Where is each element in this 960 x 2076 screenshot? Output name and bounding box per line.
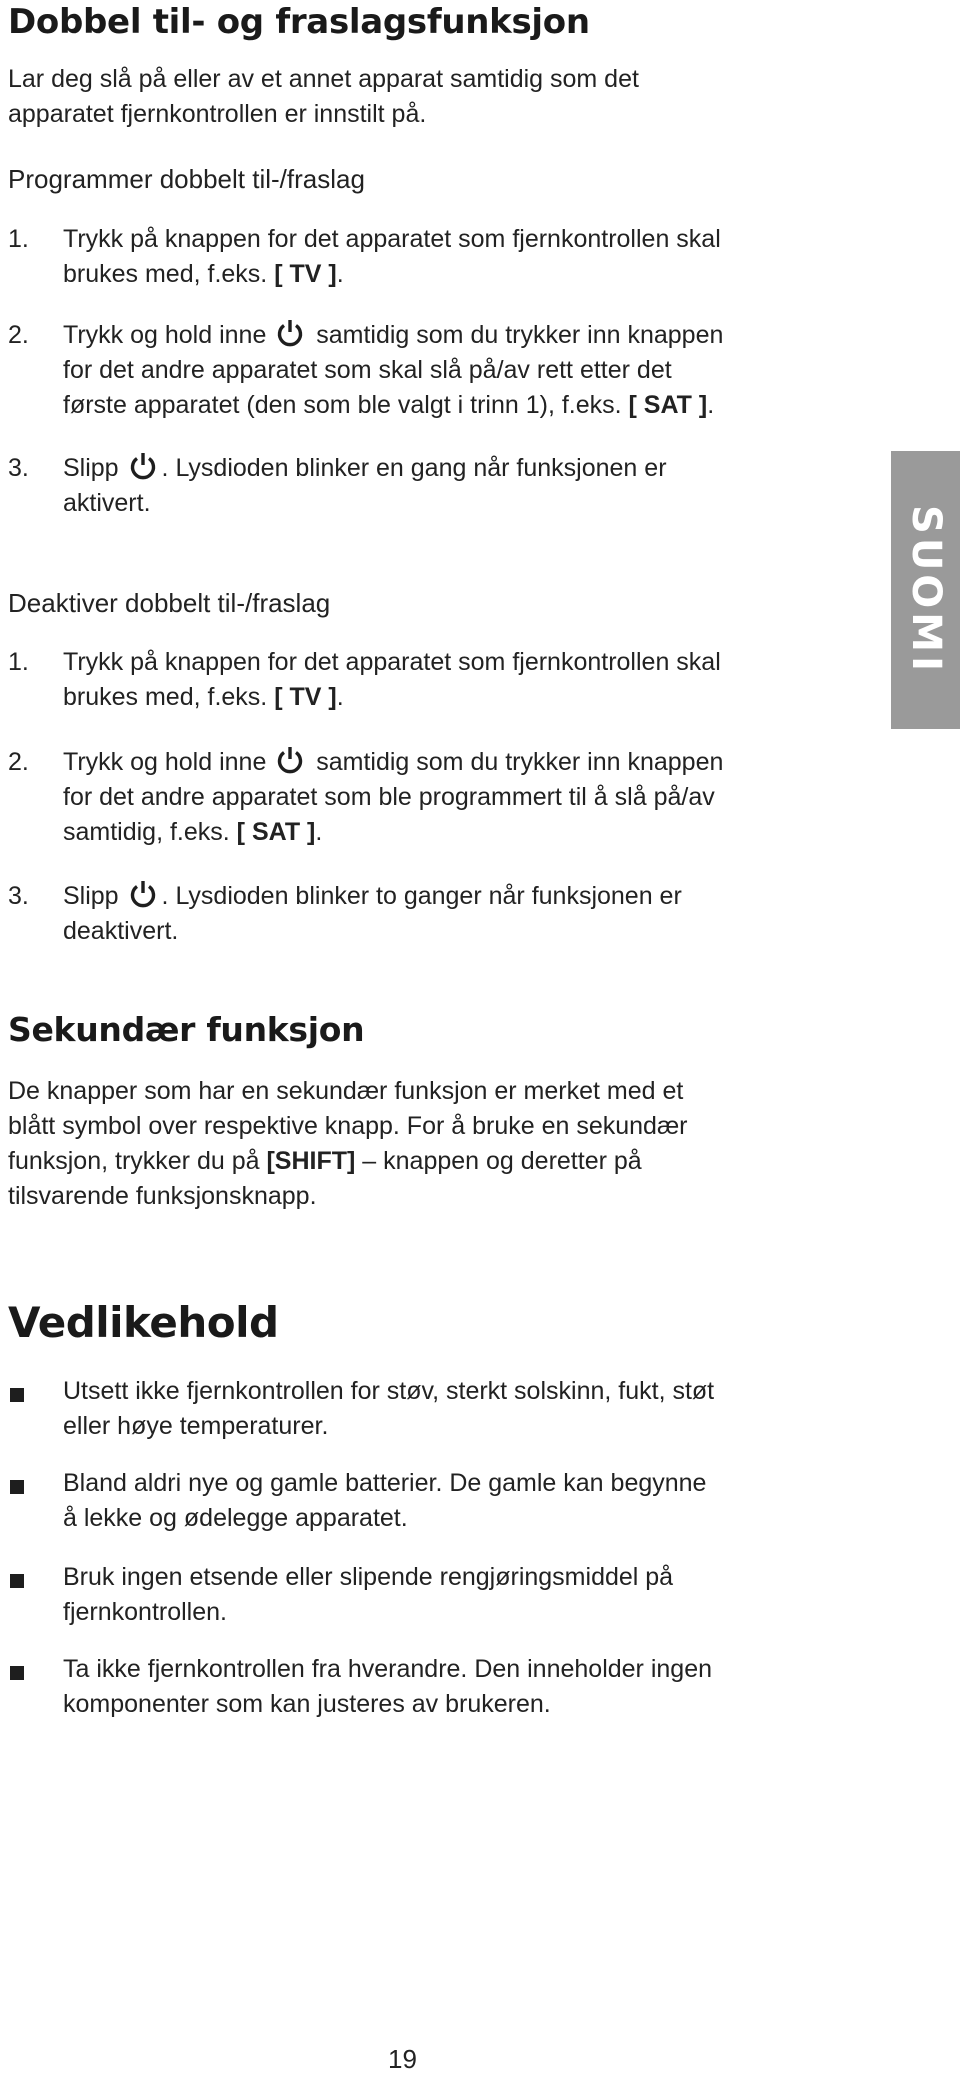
tv-key-label: [ TV ] <box>274 260 337 288</box>
step-number: 3. <box>8 882 29 910</box>
program-step-1 <box>8 222 868 292</box>
section-title-dual-power: Dobbel til- og fraslagsfunksjon <box>8 2 590 42</box>
step-text: Trykk og hold inne samtidig som du trykker inn knappen for det andre apparatet som ble programmert til å slå på/av samtidig, f.eks. [ SAT ]. <box>63 745 868 850</box>
section-title-maintenance: Vedlikehold <box>8 1298 279 1347</box>
power-icon <box>275 745 305 775</box>
deactivate-step-3 <box>8 879 868 949</box>
intro-line: apparatet fjernkontrollen er innstilt på. <box>8 100 427 128</box>
step-number: 3. <box>8 454 29 482</box>
language-tab-label: SUOMI <box>902 505 949 675</box>
step-text: Trykk på knappen for det apparatet som fjernkontrollen skal brukes med, f.eks. [ TV ]. <box>63 225 721 288</box>
step-text: Slipp . Lysdioden blinker en gang når funksjonen er aktivert. <box>63 451 868 521</box>
step-text: Trykk og hold inne samtidig som du trykker inn knappen for det andre apparatet som skal slå på/av rett etter det første apparatet (den som ble valgt i trinn 1), f.eks. [ SAT ]. <box>63 318 868 423</box>
bullet-square-icon <box>10 1574 24 1588</box>
step-number: 2. <box>8 321 29 349</box>
tv-key-label: [ TV ] <box>274 683 337 711</box>
program-step-2 <box>8 318 868 423</box>
program-step-3 <box>8 451 868 521</box>
page-number: 19 <box>388 2044 417 2074</box>
section-title-secondary-function: Sekundær funksjon <box>8 1010 365 1049</box>
bullet-square-icon <box>10 1388 24 1402</box>
deactivate-step-1 <box>8 645 868 715</box>
step-number: 2. <box>8 748 29 776</box>
step-text: Trykk på knappen for det apparatet som fjernkontrollen skal brukes med, f.eks. [ TV ]. <box>63 648 721 711</box>
maintenance-bullet: Ta ikke fjernkontrollen fra hverandre. Den inneholder ingen komponenter som kan justeres av brukeren. <box>8 1652 868 1722</box>
sat-key-label: [ SAT ] <box>628 391 708 419</box>
sat-key-label: [ SAT ] <box>236 818 316 846</box>
intro-line: Lar deg slå på eller av et annet apparat samtidig som det <box>8 65 639 93</box>
bullet-square-icon <box>10 1480 24 1494</box>
step-text: Slipp . Lysdioden blinker to ganger når funksjonen er deaktivert. <box>63 879 868 949</box>
maintenance-bullet: Bruk ingen etsende eller slipende rengjøringsmiddel på fjernkontrollen. <box>8 1560 868 1630</box>
step-number: 1. <box>8 648 29 676</box>
subheading-deactivate: Deaktiver dobbelt til-/fraslag <box>8 588 331 618</box>
secondary-function-paragraph: De knapper som har en sekundær funksjon er merket med et blått symbol over respektive knapp. For å bruke en sekundær funksjon, trykker du på [SHIFT] – knappen og deretter på tilsvarende funksjonsknapp. <box>8 1077 688 1210</box>
language-tab <box>891 451 960 729</box>
maintenance-bullet: Utsett ikke fjernkontrollen for støv, sterkt solskinn, fukt, støt eller høye temperaturer. <box>8 1374 868 1444</box>
bullet-square-icon <box>10 1666 24 1680</box>
intro-paragraph <box>8 62 868 132</box>
maintenance-bullet: Bland aldri nye og gamle batterier. De gamle kan begynne å lekke og ødelegge apparatet. <box>8 1466 868 1536</box>
deactivate-step-2 <box>8 745 868 850</box>
power-icon <box>275 318 305 348</box>
subheading-program: Programmer dobbelt til-/fraslag <box>8 164 365 194</box>
power-icon <box>128 879 158 909</box>
power-icon <box>128 451 158 481</box>
shift-key-label: [SHIFT] <box>266 1147 356 1175</box>
step-number: 1. <box>8 225 29 253</box>
